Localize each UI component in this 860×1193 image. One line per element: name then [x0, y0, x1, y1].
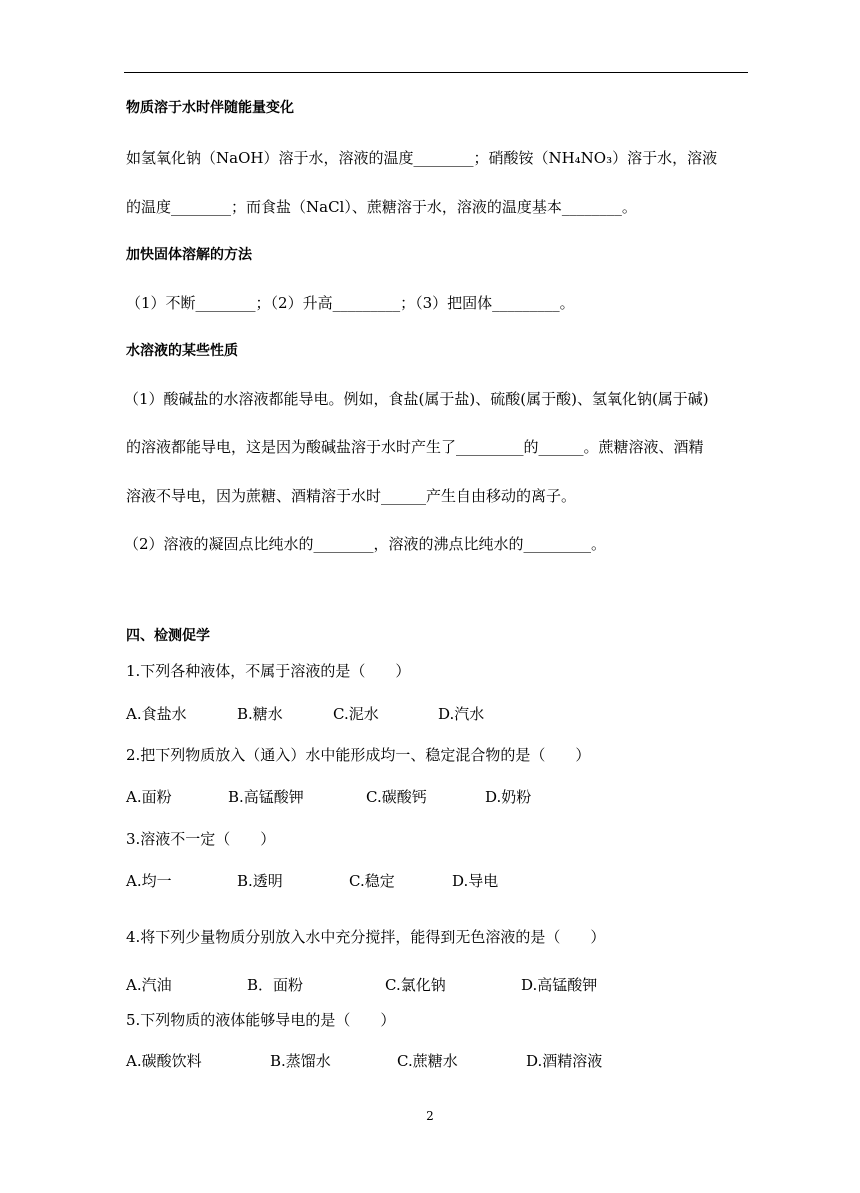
quiz-heading: 四、检测促学 — [126, 628, 210, 644]
question-4-option-d: D.高锰酸钾 — [521, 976, 598, 994]
question-1-option-c: C.泥水 — [333, 705, 379, 723]
question-2-option-d: D.奶粉 — [485, 788, 532, 806]
question-1-option-b: B.糖水 — [237, 705, 283, 723]
question-2-option-a: A.面粉 — [126, 788, 172, 806]
properties-text-line-3: 溶液不导电，因为蔗糖、酒精溶于水时______产生自由移动的离子。 — [126, 487, 577, 505]
header-rule — [124, 72, 748, 73]
question-2-stem: 2.把下列物质放入（通入）水中能形成均一、稳定混合物的是（ ） — [126, 746, 591, 764]
question-1-option-d: D.汽水 — [438, 705, 485, 723]
properties-text-line-4: （2）溶液的凝固点比纯水的________，溶液的沸点比纯水的_________。 — [124, 535, 607, 553]
question-3-option-d: D.导电 — [452, 872, 499, 890]
section-heading-properties: 水溶液的某些性质 — [126, 343, 238, 359]
section-heading-energy: 物质溶于水时伴随能量变化 — [126, 100, 294, 116]
question-5-option-c: C.蔗糖水 — [397, 1052, 458, 1070]
section-heading-speedup: 加快固体溶解的方法 — [126, 247, 252, 263]
question-3-option-a: A.均一 — [126, 872, 172, 890]
properties-text-line-2: 的溶液都能导电，这是因为酸碱盐溶于水时产生了_________的______。蔗糖溶液、酒精 — [126, 438, 704, 456]
question-2-option-b: B.高锰酸钾 — [228, 788, 304, 806]
question-2-option-c: C.碳酸钙 — [366, 788, 427, 806]
question-3-stem: 3.溶液不一定（ ） — [126, 830, 276, 848]
properties-text-line-1: （1）酸碱盐的水溶液都能导电。例如，食盐(属于盐)、硫酸(属于酸)、氢氧化钠(属于碱) — [124, 390, 709, 408]
question-5-option-b: B.蒸馏水 — [270, 1052, 331, 1070]
question-1-stem: 1.下列各种液体，不属于溶液的是（ ） — [126, 662, 411, 680]
question-4-stem: 4.将下列少量物质分别放入水中充分搅拌，能得到无色溶液的是（ ） — [126, 928, 606, 946]
question-4-option-c: C.氯化钠 — [385, 976, 446, 994]
question-5-option-d: D.酒精溶液 — [526, 1052, 603, 1070]
speedup-text-line-1: （1）不断________；（2）升高_________；（3）把固体_________。 — [126, 294, 575, 312]
question-3-option-b: B.透明 — [237, 872, 283, 890]
question-4-option-a: A.汽油 — [126, 976, 172, 994]
question-5-option-a: A.碳酸饮料 — [126, 1052, 202, 1070]
page-number: 2 — [426, 1109, 434, 1123]
question-1-option-a: A.食盐水 — [126, 705, 187, 723]
energy-text-line-2: 的温度________；而食盐（NaCl）、蔗糖溶于水，溶液的温度基本________。 — [126, 198, 637, 216]
question-5-stem: 5.下列物质的液体能够导电的是（ ） — [126, 1011, 396, 1029]
energy-text-line-1: 如氢氧化钠（NaOH）溶于水，溶液的温度________；硝酸铵（NH₄NO₃）溶于水，溶液 — [126, 149, 718, 167]
question-4-option-b: B．面粉 — [247, 976, 304, 994]
question-3-option-c: C.稳定 — [349, 872, 395, 890]
